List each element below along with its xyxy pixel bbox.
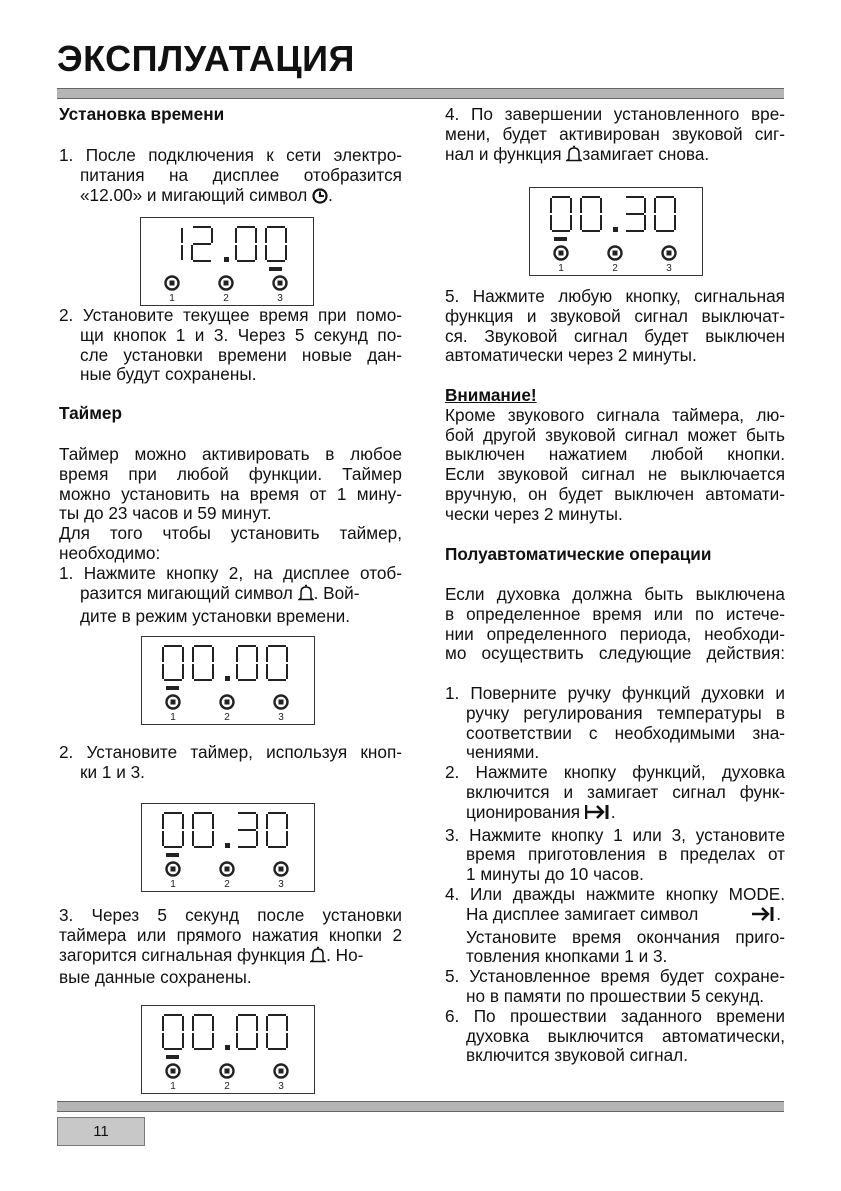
segment [268, 679, 286, 681]
display-button-center [170, 281, 175, 286]
timer-step-5: 5. Нажмите любую кнопку, сигнальная функция и звуковой сигнал выключат- ся. Звуковой сигнал будет выключен автоматически через 2 минуты. [445, 286, 785, 366]
segment [674, 215, 676, 230]
attention-heading: Внимание! [445, 385, 537, 405]
timer-intro: Таймер можно активировать в любое время при любой функции. Таймер можно установить на время от 1 мину- ты до 23 часов и 59 минут. Для того чтобы установить таймер, необходимо: [59, 444, 402, 563]
segment [193, 260, 211, 262]
display-button-label: 1 [170, 879, 176, 890]
segment [212, 814, 214, 829]
segment [600, 215, 602, 230]
segment [580, 198, 582, 213]
segment [212, 664, 214, 679]
segment [255, 245, 257, 260]
segment [212, 831, 214, 846]
display-button-center [171, 867, 176, 872]
display-button-label: 1 [169, 293, 175, 304]
blink-indicator [166, 686, 179, 690]
segment [285, 245, 287, 260]
timer-step-1: 1. Нажмите кнопку 2, на дисплее отоб- разится мигающий символ . Вой- дите в режим установки времени. [59, 563, 402, 626]
display-button-label: 2 [612, 263, 618, 274]
blink-indicator [166, 1055, 179, 1059]
segment [570, 198, 572, 213]
segment [182, 1016, 184, 1031]
display-button-label: 3 [278, 1081, 284, 1092]
segment [236, 647, 238, 662]
semi-auto-heading: Полуавтоматические операции [445, 544, 712, 564]
segment [194, 846, 212, 848]
segment [644, 198, 646, 213]
segment [193, 226, 211, 228]
time-step-2: 2. Установите текущее время при помо- щи кнопок 1 и 3. Через 5 секунд по- сле установки времени новые дан- ные будут сохранены. [59, 305, 402, 385]
segment [256, 814, 258, 829]
segment [238, 1048, 256, 1050]
segment [580, 215, 582, 230]
segment [194, 679, 212, 681]
segment [238, 679, 256, 681]
segment [194, 1048, 212, 1050]
segment [268, 645, 286, 647]
segment [268, 1048, 286, 1050]
segment [255, 228, 257, 243]
display-button-center [279, 700, 284, 705]
segment [600, 198, 602, 213]
display-button-center [279, 1069, 284, 1074]
segment [211, 228, 213, 243]
bell-icon [566, 145, 582, 168]
timer-heading: Таймер [59, 403, 122, 423]
display-signal-00-30 [529, 187, 703, 276]
segment [267, 260, 285, 262]
blink-indicator [269, 267, 282, 271]
segment [550, 198, 552, 213]
display-timer-00-30 [141, 803, 315, 892]
display-button-label: 1 [558, 263, 564, 274]
segment [182, 814, 184, 829]
segment [212, 1033, 214, 1048]
segment [192, 1016, 194, 1031]
decimal-point [225, 676, 230, 681]
display-button-label: 2 [223, 293, 229, 304]
display-timer-00-00 [141, 636, 315, 725]
segment [265, 228, 267, 243]
segment [256, 664, 258, 679]
segment [550, 215, 552, 230]
segment [162, 1033, 164, 1048]
segment [286, 647, 288, 662]
segment [267, 226, 285, 228]
segment [192, 831, 194, 846]
decimal-point [224, 257, 229, 262]
semi-auto-intro: Если духовка должна быть выключена в определенное время или по истече- нии определенного периода, необходи- мо осуществить следующие действия: [445, 584, 785, 664]
segment [191, 245, 193, 260]
footer-divider [57, 1101, 784, 1112]
segment [654, 215, 656, 230]
segment [182, 664, 184, 679]
display-button-label: 1 [170, 712, 176, 723]
attention-note: Внимание! Кроме звукового сигнала таймера, лю- бой другой звуковой сигнал может быть выключен нажатием любой кнопки. Если звуковой сигнал не выключается вручную, он будет выключен автомати- чески через 2 минуты. [445, 385, 785, 524]
segment [268, 846, 286, 848]
segment [181, 245, 183, 260]
display-timer-00-00-final [141, 1005, 315, 1094]
segment [654, 198, 656, 213]
display-button-center [279, 867, 284, 872]
segment [656, 230, 674, 232]
page-title: ЭКСПЛУАТАЦИЯ [57, 38, 355, 79]
segment [235, 228, 237, 243]
segment [212, 1016, 214, 1031]
display-button-center [667, 251, 672, 256]
bell-icon [298, 584, 314, 607]
segment [237, 260, 255, 262]
segment [626, 213, 644, 215]
segment [236, 664, 238, 679]
display-button-label: 3 [277, 293, 283, 304]
display-button-label: 2 [224, 712, 230, 723]
segment [626, 230, 644, 232]
segment [237, 226, 255, 228]
segment [162, 647, 164, 662]
segment [644, 215, 646, 230]
segment [194, 812, 212, 814]
segment [238, 645, 256, 647]
segment [238, 1014, 256, 1016]
segment [164, 846, 182, 848]
display-button-label: 3 [278, 879, 284, 890]
decimal-point [613, 227, 618, 232]
segment [164, 1048, 182, 1050]
segment [182, 831, 184, 846]
display-button-center [278, 281, 283, 286]
display-button-center [613, 251, 618, 256]
decimal-point [225, 1045, 230, 1050]
decimal-point [225, 843, 230, 848]
end-time-icon [750, 905, 776, 928]
display-button-center [225, 867, 230, 872]
display-button-label: 2 [224, 879, 230, 890]
display-button-label: 1 [170, 1081, 176, 1092]
segment [192, 814, 194, 829]
segment [626, 196, 644, 198]
segment [266, 831, 268, 846]
time-step-1: 1. После подключения к сети электро- питания на дисплее отобразится «12.00» и мигающий символ . [59, 146, 402, 208]
segment [266, 1033, 268, 1048]
bell-icon [310, 946, 326, 969]
timer-step-4: 4. По завершении установленного вре- мени, будет активирован звуковой сиг- нал и функция замигает снова. [445, 105, 785, 167]
segment [235, 245, 237, 260]
display-button-center [171, 1069, 176, 1074]
segment [266, 814, 268, 829]
segment [181, 228, 183, 243]
blink-indicator [554, 237, 567, 241]
display-button-center [225, 700, 230, 705]
segment [192, 664, 194, 679]
segment [164, 679, 182, 681]
segment [194, 1014, 212, 1016]
segment [194, 645, 212, 647]
segment [286, 664, 288, 679]
segment [256, 831, 258, 846]
display-button-center [171, 700, 176, 705]
segment [256, 647, 258, 662]
segment [286, 1016, 288, 1031]
segment [266, 1016, 268, 1031]
segment [266, 647, 268, 662]
segment [164, 812, 182, 814]
segment [238, 846, 256, 848]
segment [238, 812, 256, 814]
page-number: 11 [57, 1117, 145, 1146]
segment [552, 196, 570, 198]
segment [162, 814, 164, 829]
display-button-center [224, 281, 229, 286]
display-time-12 [140, 217, 314, 306]
segment [162, 831, 164, 846]
segment [286, 831, 288, 846]
segment [193, 243, 211, 245]
display-button-center [559, 251, 564, 256]
display-button-label: 3 [666, 263, 672, 274]
segment [285, 228, 287, 243]
segment [162, 1016, 164, 1031]
segment [674, 198, 676, 213]
segment [266, 664, 268, 679]
segment [164, 645, 182, 647]
time-setting-heading: Установка времени [59, 104, 225, 124]
segment [256, 1016, 258, 1031]
segment [582, 196, 600, 198]
duration-icon [585, 803, 611, 826]
segment [268, 812, 286, 814]
timer-step-3: 3. Через 5 секунд после установки таймера или прямого нажатия кнопки 2 загорится сигнальная функция . Но- вые данные сохранены. [59, 905, 402, 988]
segment [286, 1033, 288, 1048]
segment [162, 664, 164, 679]
segment [212, 647, 214, 662]
semi-auto-steps: 1. Поверните ручку функций духовки и ручку регулирования температуры в соответствии с необходимыми зна- чениями. 2. Нажмите кнопку функций, духовка включится и замигает сигнал функ- ционирования . 3. Нажмите кнопку 1 или 3, установите время приготовления в пределах от 1 минуты до 10 часов. 4. Или дважды нажмите кнопку MODE. На дисплее замигает символ . Установите время окончания приго- товления кнопками 1 и 3. 5. Установленное время будет сохране- но в памяти по прошествии 5 секунд. 6. По прошествии заданного времени духовка выключится автоматически, включится звуковой сигнал. [445, 683, 785, 1066]
segment [236, 1016, 238, 1031]
segment [192, 1033, 194, 1048]
display-button-label: 2 [224, 1081, 230, 1092]
segment [164, 1014, 182, 1016]
segment [238, 829, 256, 831]
timer-step-2: 2. Установите таймер, используя кноп- ки 1 и 3. [59, 742, 402, 782]
segment [256, 1033, 258, 1048]
blink-indicator [166, 853, 179, 857]
display-button-label: 3 [278, 712, 284, 723]
segment [182, 647, 184, 662]
segment [192, 647, 194, 662]
segment [286, 814, 288, 829]
segment [265, 245, 267, 260]
display-button-center [225, 1069, 230, 1074]
segment [236, 1033, 238, 1048]
segment [656, 196, 674, 198]
segment [570, 215, 572, 230]
segment [268, 1014, 286, 1016]
segment [582, 230, 600, 232]
clock-icon [312, 188, 328, 209]
segment [552, 230, 570, 232]
segment [182, 1033, 184, 1048]
header-divider [57, 88, 784, 99]
